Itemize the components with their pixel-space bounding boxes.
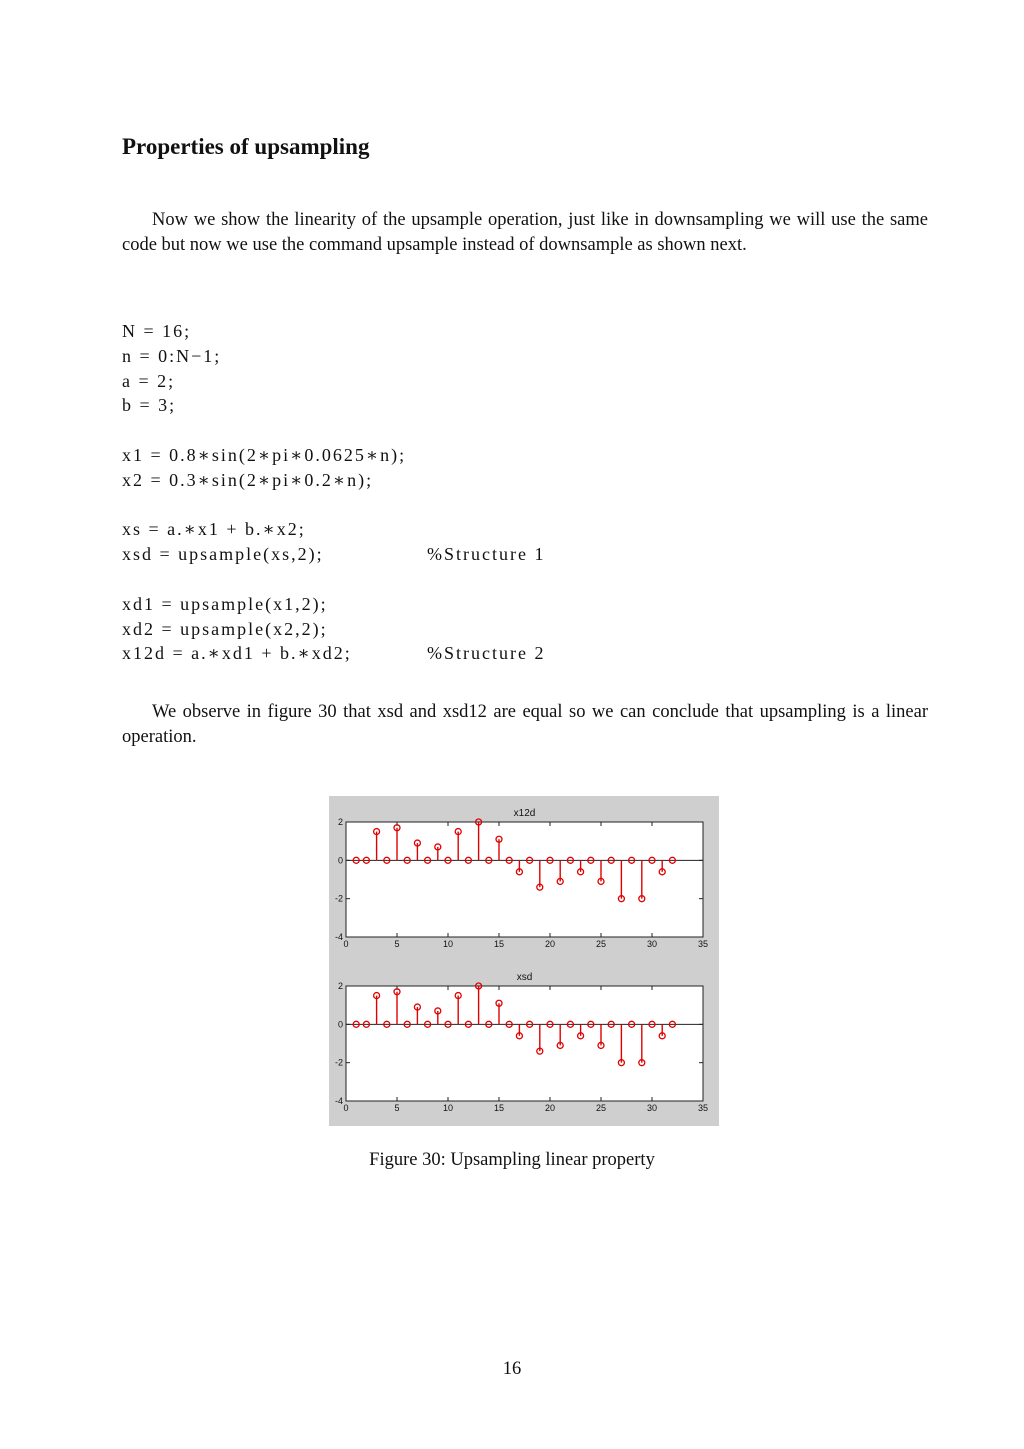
code-text: x12d = a.∗xd1 + b.∗xd2; bbox=[122, 643, 352, 664]
code-text: xs = a.∗x1 + b.∗x2; bbox=[122, 519, 306, 540]
x-tick-label: 15 bbox=[493, 1103, 505, 1113]
x-tick-label: 10 bbox=[442, 939, 454, 949]
x-tick-label: 30 bbox=[646, 939, 658, 949]
x-tick-label: 25 bbox=[595, 939, 607, 949]
code-line bbox=[122, 517, 822, 542]
y-tick-label: 2 bbox=[337, 981, 343, 991]
x-tick-label: 10 bbox=[442, 1103, 454, 1113]
x-tick-label: 5 bbox=[394, 939, 400, 949]
stem-plots bbox=[329, 796, 719, 1126]
code-line bbox=[122, 468, 822, 493]
x-tick-label: 5 bbox=[394, 1103, 400, 1113]
code-line bbox=[122, 443, 822, 468]
code-line bbox=[122, 641, 822, 666]
y-tick-label: -2 bbox=[334, 893, 343, 904]
x-tick-label: 20 bbox=[544, 1103, 556, 1113]
code-text: xd1 = upsample(x1,2); bbox=[122, 593, 328, 614]
x-tick-label: 0 bbox=[343, 1103, 349, 1113]
plot-axes-box bbox=[346, 822, 703, 937]
code-comment: %Structure 2 bbox=[427, 643, 546, 664]
code-line bbox=[122, 393, 822, 418]
code-line bbox=[122, 369, 822, 394]
page-number: 16 bbox=[502, 1359, 522, 1379]
x-tick-label: 35 bbox=[697, 939, 709, 949]
code-text: x1 = 0.8∗sin(2∗pi∗0.0625∗n); bbox=[122, 444, 407, 465]
plot-axes-box bbox=[346, 986, 703, 1101]
code-line bbox=[122, 344, 822, 369]
code-text: xd2 = upsample(x2,2); bbox=[122, 618, 328, 639]
y-tick-label: -4 bbox=[334, 1096, 343, 1106]
code-text: b = 3; bbox=[122, 395, 177, 416]
x-tick-label: 35 bbox=[697, 1103, 709, 1113]
code-comment: %Structure 1 bbox=[427, 544, 546, 565]
plot-title: xsd bbox=[516, 972, 533, 983]
code-text: a = 2; bbox=[122, 370, 176, 391]
plot-x12d bbox=[335, 808, 708, 949]
plot-title: x12d bbox=[513, 808, 536, 819]
plot-xsd bbox=[335, 972, 708, 1113]
x-tick-label: 30 bbox=[646, 1103, 658, 1113]
code-line bbox=[122, 617, 822, 642]
figure-30 bbox=[329, 796, 719, 1126]
y-tick-label: -2 bbox=[334, 1057, 343, 1068]
x-tick-label: 25 bbox=[595, 1103, 607, 1113]
y-tick-label: 2 bbox=[337, 817, 343, 827]
y-tick-label: 0 bbox=[337, 1019, 343, 1030]
observation-paragraph: We observe in figure 30 that xsd and xsd12 are equal so we can conclude that upsampling is a linear operation. bbox=[122, 702, 928, 747]
x-tick-label: 0 bbox=[343, 939, 349, 949]
x-tick-label: 20 bbox=[544, 939, 556, 949]
code-line bbox=[122, 542, 822, 567]
section-title: Properties of upsampling bbox=[122, 134, 370, 159]
code-line bbox=[122, 319, 822, 344]
x-tick-label: 15 bbox=[493, 939, 505, 949]
figure-caption: Figure 30: Upsampling linear property bbox=[369, 1150, 655, 1170]
intro-paragraph: Now we show the linearity of the upsample operation, just like in downsampling we will use the same code but now we use the command upsample instead of downsample as shown next. bbox=[122, 210, 928, 255]
code-line bbox=[122, 592, 822, 617]
code-text: n = 0:N−1; bbox=[122, 345, 222, 366]
code-text: N = 16; bbox=[122, 321, 192, 341]
code-listing bbox=[122, 319, 822, 666]
y-tick-label: -4 bbox=[334, 932, 343, 942]
code-text: x2 = 0.3∗sin(2∗pi∗0.2∗n); bbox=[122, 469, 374, 490]
y-tick-label: 0 bbox=[337, 855, 343, 866]
code-text: xsd = upsample(xs,2); bbox=[122, 544, 324, 565]
